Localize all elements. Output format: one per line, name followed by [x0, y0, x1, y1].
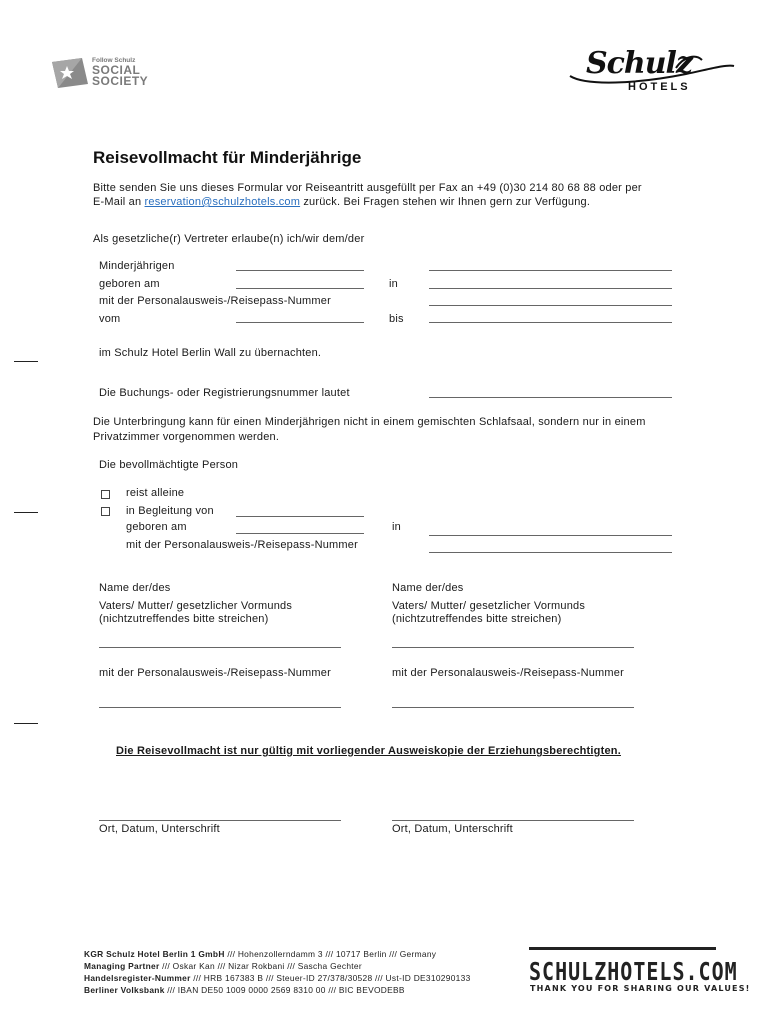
intro-text [93, 181, 693, 209]
booking-label: Die Buchungs- oder Registrierungsnummer lautet [99, 387, 350, 399]
footer-line-2 [84, 960, 471, 972]
intro-line-2-suffix: zurück. Bei Fragen stehen wir Ihnen gern zur Verfügung. [300, 196, 591, 208]
fold-mark-middle [14, 512, 38, 513]
page-title: Reisevollmacht für Minderjährige [93, 148, 362, 167]
social-big-text-1: SOCIAL [92, 63, 141, 77]
guardian-left-name-label: Name der/des [99, 582, 171, 594]
email-link[interactable]: reservation@schulzhotels.com [144, 196, 301, 208]
signature-left-label: Ort, Datum, Unterschrift [99, 823, 220, 835]
footer-line-1 [84, 948, 471, 960]
guardian-left-role-label: Vaters/ Mutter/ gesetzlicher Vormunds [99, 600, 293, 612]
footer-line-4 [84, 984, 471, 996]
minor-in-label: in [389, 278, 398, 290]
social-society-logo [52, 57, 162, 89]
companion-born-label: geboren am [126, 521, 187, 533]
minor-name-label: Minderjährigen [99, 260, 175, 272]
footer-line-1-rest: /// Hohenzollerndamm 3 /// 10717 Berlin /// Germany [224, 949, 437, 959]
footer-line-1-bold: KGR Schulz Hotel Berlin 1 GmbH [84, 949, 225, 959]
validity-notice: Die Reisevollmacht ist nur gültig mit vorliegender Ausweiskopie der Erziehungsberechtigten. [116, 745, 621, 757]
companion-born-field[interactable] [236, 533, 364, 534]
minor-from-label: vom [99, 313, 121, 325]
minor-born-field[interactable] [236, 288, 364, 289]
companion-birthplace-field[interactable] [429, 535, 672, 536]
consent-line: Als gesetzliche(r) Vertreter erlaube(n) ich/wir dem/der [93, 233, 365, 245]
logo-hotels-text: HOTELS [628, 81, 691, 93]
guardian-right-name-field[interactable] [392, 647, 634, 648]
guardian-right-role-label: Vaters/ Mutter/ gesetzlicher Vormunds [392, 600, 586, 612]
companion-id-field[interactable] [429, 552, 672, 553]
footer-line-2-bold: Managing Partner [84, 961, 160, 971]
fold-mark-bottom [14, 723, 38, 724]
guardian-right-id-label: mit der Personalausweis-/Reisepass-Nummer [392, 667, 624, 679]
social-big-text-2: SOCIETY [92, 74, 149, 88]
authorized-heading: Die bevollmächtigte Person [99, 459, 239, 471]
guardian-left-note: (nichtzutreffendes bitte streichen) [99, 613, 269, 625]
companion-name-field[interactable] [236, 516, 364, 517]
guardian-left-id-field[interactable] [99, 707, 341, 708]
minor-birthplace-field[interactable] [429, 288, 672, 289]
minor-to-label: bis [389, 313, 404, 325]
minor-name-field[interactable] [236, 270, 364, 271]
minor-id-field[interactable] [429, 305, 672, 306]
footer-line-3-rest: /// HRB 167383 B /// Steuer-ID 27/378/30528 /// Ust-ID DE310290133 [190, 973, 471, 983]
minor-name-field-2[interactable] [429, 270, 672, 271]
signature-right-label: Ort, Datum, Unterschrift [392, 823, 513, 835]
schulz-hotels-logo [566, 46, 736, 96]
guardian-right-name-label: Name der/des [392, 582, 464, 594]
footer-company-info [84, 948, 471, 996]
accompanied-checkbox[interactable] [101, 507, 110, 516]
footer-brand-url[interactable]: SCHULZHOTELS.COM [529, 956, 738, 986]
guardian-left-name-field[interactable] [99, 647, 341, 648]
guardian-right-note: (nichtzutreffendes bitte streichen) [392, 613, 562, 625]
stay-from-field[interactable] [236, 322, 364, 323]
footer-brand-tagline: THANK YOU FOR SHARING OUR VALUES! [530, 984, 751, 993]
intro-line-2-prefix: E-Mail an [93, 196, 145, 208]
footer-brand-rule [529, 947, 716, 950]
footer-line-2-rest: /// Oskar Kan /// Nizar Rokbani /// Sascha Gechter [159, 961, 362, 971]
companion-id-label: mit der Personalausweis-/Reisepass-Nummer [126, 539, 358, 551]
accommodation-note: Die Unterbringung kann für einen Minderjährigen nicht in einem gemischten Schlafsaal, sondern nur in einem Privatzimmer vorgenommen werden. [93, 416, 646, 443]
companion-in-label: in [392, 521, 401, 533]
guardian-right-id-field[interactable] [392, 707, 634, 708]
minor-id-label: mit der Personalausweis-/Reisepass-Nummer [99, 295, 331, 307]
fold-mark-top [14, 361, 38, 362]
stay-line: im Schulz Hotel Berlin Wall zu übernachten. [99, 347, 322, 359]
signature-left-field[interactable] [99, 820, 341, 821]
footer-line-3-bold: Handelsregister-Nummer [84, 973, 191, 983]
minor-born-label: geboren am [99, 278, 160, 290]
social-small-text: Follow Schulz [92, 57, 136, 64]
intro-line-1: Bitte senden Sie uns dieses Formular vor Reiseantritt ausgefüllt per Fax an +49 (0)30 214 80 68 88 oder per [93, 182, 642, 194]
logo-script-text: Schulz [586, 46, 692, 81]
stay-to-field[interactable] [429, 322, 672, 323]
alone-checkbox[interactable] [101, 490, 110, 499]
guardian-left-id-label: mit der Personalausweis-/Reisepass-Nummer [99, 667, 331, 679]
accompanied-label: in Begleitung von [126, 505, 214, 517]
footer-line-4-rest: /// IBAN DE50 1009 0000 2569 8310 00 /// BIC BEVODEBB [164, 985, 405, 995]
intro-line-2 [93, 195, 693, 209]
footer-line-3 [84, 972, 471, 984]
alone-label: reist alleine [126, 487, 185, 499]
signature-right-field[interactable] [392, 820, 634, 821]
booking-number-field[interactable] [429, 397, 672, 398]
footer-line-4-bold: Berliner Volksbank [84, 985, 165, 995]
star-flag-icon [52, 58, 88, 88]
